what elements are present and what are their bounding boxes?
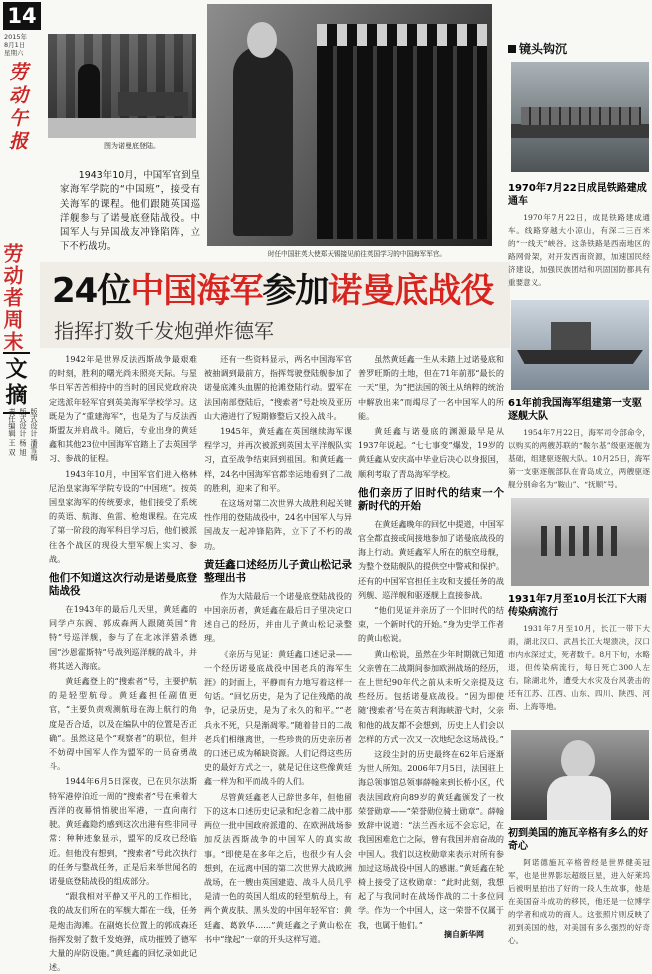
ambassador-head — [247, 22, 277, 58]
soldier-figure — [78, 64, 100, 124]
sidebar-photo-railway — [511, 62, 649, 172]
sidebar-item-2: 61年前我国海军组建第一支驱逐舰大队 1954年7月22日，海军司令部命令，以购买的两艘苏联的“鞍尔基”级驱逐舰为基础，组建驱逐舰大队。10月25日，海军第一支驱逐舰部队在青岛成立，两艘驱逐舰分别命名为“鞍山”、“抚顺”号。 — [508, 398, 650, 489]
sidebar — [508, 40, 650, 955]
photo-officers-lineup — [207, 4, 492, 246]
editor-credits: 版式设计 潘雪梅 版式设计 杨 旭 责任编辑 王 双 — [8, 408, 39, 461]
article-column-3: 虽然黄廷鑫一生从未踏上过诺曼底和普罗旺斯的土地，但在71年前那“最长的一天”里，为“把法国的领土从纳粹的统治中解放出来”而竭尽了一名中国军人的所能。 黄廷鑫与诺曼底的渊源最早是从1937年说起。“七七事变”爆发，19岁的黄廷鑫从安庆高中毕业后决心以身报国，顺利考取了青岛海军学校。 他们亲历了旧时代的结束一个新时代的开始 在黄廷鑫晚年的回忆中提道，中国军官全都直接或间接地参加了诺曼底战役的海上行动。黄廷鑫军人所在的航空母舰，为整个登陆舰队的提供空中警戒和保护。还有的中国军官担任主攻和支援任务的战列舰、巡洋舰和驱逐舰上直接参战。 “他们见证并亲历了一个旧时代的结束，一个新时代的开始。”身为史学工作者的黄山松说。 黄山松说，虽然在少年时期就已知道父亲曾在二战期间参加欧洲战场的经历，在上世纪90年代之前从未听父亲提及这些经历。包括诺曼底战役。“因为即使随‘搜索者’号在英吉利海峡游弋时，父亲和他的战友都不会想到，历史上人们会以怎样的方式一次又一次地纪念这场战役。” 这段尘封的历史最终在62年后逐渐为世人所知。2006年7月5日，法国驻上海总领事馆总领事薛翰来到长桥小区，代表法国政府向89岁的黄廷鑫颁发了一枚荣誉勋章——“荣誉勋位骑士勋章”。薛翰致辞中说道：“法兰西永远不会忘记，在我国困难危亡之际，曾有我国并肩奋战的中国人。我们以这枚勋章来表示对所有参加过这场战役中国人的感谢。”黄廷鑫在轮椅上接受了这枚勋章：“此时此刻，我想起了与我同时在战场作战的二十多位同学。作为一个中国人，这一荣誉不仅属于我，也属于他们。” — [358, 354, 504, 930]
sidebar-photo-schwarzenegger — [511, 730, 649, 820]
subheading-2: 黄廷鑫口述经历儿子黄山松记录整理出书 — [204, 558, 352, 584]
subheading-1: 他们不知道这次行动是诺曼底登陆战役 — [49, 572, 197, 598]
sidebar-item-4: 初到美国的施瓦辛格有多么的好奇心 阿诺德施瓦辛格曾经是世界健美冠军，也是世界影坛超级巨星，进入好莱坞后被明星拍出了好的一段人生故事，他是在美国奋斗成功的移民，他还是一位博学的学者和成功的商人。这张照片则反映了初到美国的他，对美国有多么强烈的好奇心。 — [508, 828, 650, 945]
issue-date: 2015年 8月1日 星期六 — [4, 33, 28, 57]
sidebar-title: 镜头钩沉 — [508, 40, 650, 58]
landing-craft — [118, 92, 188, 116]
sidebar-item-1: 1970年7月22日成昆铁路建成通车 1970年7月22日，成昆铁路建成通车。线路穿越大小凉山，有深二三百米的“一线天”峡谷。这条铁路是西南地区的路网骨架，对开发西南资源，加速国民经济建设，加强民族团结和巩固国防都具有重要意义。 — [508, 183, 650, 287]
paper-logo: 劳动午报 — [6, 62, 28, 154]
page-number: 14 — [3, 2, 41, 30]
sidebar-photo-flood — [511, 498, 649, 586]
officer-row — [317, 24, 487, 239]
photo-caption-landing: 图为诺曼底登陆。 — [104, 142, 160, 150]
column-label: 文摘 — [3, 352, 30, 414]
section-label: 劳动者周末 — [0, 243, 24, 353]
article-column-2: 还有一些资料显示，两名中国海军官被抽调到最前方，指挥驾驶登陆舰参加了诺曼底滩头血腥的抢滩登陆行动。盟军在法国南部登陆后，“搜索者”号赴埃及亚历山大港进行了短期修整后又投入战斗。 1945年，黄廷鑫在英国继续海军课程学习，并再次被派到英国太平洋舰队实习，直至战争结束回到祖国。和黄廷鑫一样，24名中国海军官都幸运地看到了二战的胜利，迎来了和平。 在这场对第二次世界大战胜利起关键性作用的登陆战役中，24名中国军人与异国战友一起冲锋陷阵，立下了不朽的战功。 黄廷鑫口述经历儿子黄山松记录整理出书 作为大陆最后一个诺曼底登陆战役的中国亲历者，黄廷鑫在最后日子里决定口述自己的经历，并由儿子黄山松记录整理。 《亲历与见证：黄廷鑫口述记录——一个经历诺曼底战役中国老兵的海军生涯》的封面上，平静而有力地写着这样一句话。“回忆历史，是为了记住残酷的战争，记录历史，是为了永久的和平。”“老兵永不死，只是渐凋零。”随着昔日的二战老兵们相继离世，一些珍贵的历史亲历者的口述已成为稀缺资源。人们记得这些历史的最好方式之一，就是记住这些像黄廷鑫一样为和平而战斗的人们。 尽管黄廷鑫老人已辞世多年，但他留下的这本口述历史记录和纪念着二战中那两位一批中国政府派遣的、在欧洲战场参加反法西斯战争的中国军人的真实故事。“即使是在多年之后，也很少有人会想到，在远离中国的第二次世界大战欧洲战场，在一艘由英国建造、战斗人员几乎是清一色的英国人组成的轻型航母上，有两个黄皮肤、黑头发的中国年轻军官：黄廷鑫、葛敦华……”黄廷鑫之子黄山松在书中“缘起”一章的开头这样写道。 — [204, 354, 352, 944]
headline: 24位中国海军参加诺曼底战役 — [52, 271, 494, 311]
photo-normandy-landing — [48, 34, 196, 138]
article-column-1: 1942年是世界反法西斯战争最艰难的时刻，胜利的曙光尚未照亮天际。与星华日军苦苦相持中的当时的国民党政府决定选派年轻军官到英美海军学校学习。这既是为了“重建海军”，也是为了与反法西斯盟友并肩战斗。随后，专业出身的黄廷鑫和其他23位中国海军官踏上了去英国学习、参战的征程。 1943年10月，中国军官们进入格林尼治皇家海军学院专设的“中国班”。按英国皇家海军的传统要求，他们接受了系统的英语、航海、鱼雷、枪炮课程。在完成了第一阶段的海军科目学习后，他们被派往各个战区的现役大型军舰上实习、参战。 他们不知道这次行动是诺曼底登陆战役 在1943年的最后几天里，黄廷鑫的同学卢东阁、郭成森两人跟随英国“肯特”号巡洋舰，参与了在北冰洋猎杀德国“沙恩霍斯特”号战列巡洋舰的战斗，并将其送入海底。 黄廷鑫登上的“搜索者”号，主要护航的是轻型航母。黄廷鑫担任副值更官，“主要负责观测航母在海上航行的角度是否合适，以及在编队中的位置是否正确”。虽然这是个“观察者”的职位，但并不妨碍中国军人作为盟军的一员奋勇战斗。 1944年6月5日深夜，已在贝尔法斯特军港停泊近一周的“搜索者”号在乘着大西洋的夜幕悄悄驶出军港，一直向南行驶。黄廷鑫隐约感到这次出港有些非同寻常：种种迹象显示，盟军的反攻已经临近。但他没有想到，“搜索者”号此次执行的任务与整战任务，正是后来举世闻名的诺曼底登陆战役的组成部分。 “跟我相对平静又平凡的工作相比，我的战友们所在的军舰大都在一线，任务是炮击海滩。在副炮长位置上的郭成森还指挥发射了数千发炮弹，成功摧毁了德军大量的岸防设施。”黄廷鑫的回忆录如此记述。 — [49, 354, 197, 973]
intro-summary: 1943年10月，中国军官到皇家海军学院的“中国班”，接受有关海军的课程。他们跟随英国巡洋舰参与了诺曼底登陆战役。中国军人与异国战友冲锋陷阵，立下不朽战功。 — [60, 170, 200, 253]
subheading-3: 他们亲历了旧时代的结束一个新时代的开始 — [358, 486, 504, 512]
photo-caption-officers: 时任中国驻英大使郑天锡接见前往英国学习的中国海军军官。 — [268, 250, 447, 258]
ambassador-figure — [233, 46, 293, 236]
square-bullet-icon — [508, 45, 516, 53]
masthead — [0, 0, 46, 280]
subheadline: 指挥打数千发炮弹炸德军 — [54, 319, 274, 343]
sidebar-item-3: 1931年7月至10月长江下大雨传染病流行 1931年7月至10月，长江一带下大雨，湖北汉口、武昌长江大堤溃决，汉口市内水深过丈，死者数千。8月下旬，水略退，但传染病流行，每日死亡300人左右，除湖北外，遭受大水灾及台风袭击的还有江苏、江西、山东、四川、陕西、河南、上海等地。 — [508, 594, 650, 711]
sidebar-photo-destroyer — [511, 300, 649, 390]
article-source: 摘自新华网 — [444, 930, 484, 939]
